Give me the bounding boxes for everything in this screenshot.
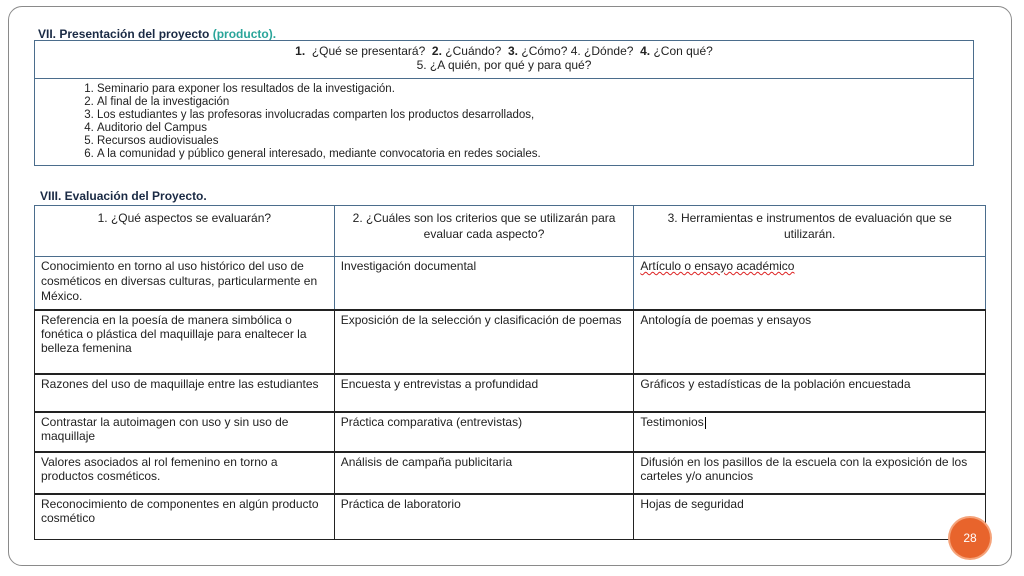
table-cell: Práctica comparativa (entrevistas): [334, 412, 634, 452]
table-cell: Exposición de la selección y clasificación de poemas: [334, 310, 634, 374]
table-row: [35, 452, 986, 494]
table-cell: Investigación documental: [334, 257, 634, 311]
page-number-badge: 28: [950, 518, 990, 558]
presentation-questions: 1. ¿Qué se presentará? 2. ¿Cuándo? 3. ¿Cómo? 4. ¿Dónde? 4. ¿Con qué? 5. ¿A quién, por qué y para qué?: [35, 41, 974, 79]
text-cursor: [705, 417, 706, 429]
presentation-answers: [35, 79, 974, 166]
table-cell: Conocimiento en torno al uso histórico del uso de cosméticos en diversas culturas, particularmente en México.: [35, 257, 335, 311]
table-row: [35, 257, 986, 311]
table-row: [35, 412, 986, 452]
table-cell: Referencia en la poesía de manera simbólica o fonética o plástica del maquillaje para enaltecer la belleza femenina: [35, 310, 335, 374]
presentation-table: [34, 40, 974, 166]
table-cell: Difusión en los pasillos de la escuela con la exposición de los carteles y/o anuncios: [634, 452, 986, 494]
table-cell[interactable]: Testimonios: [634, 412, 986, 452]
table-cell: Encuesta y entrevistas a profundidad: [334, 374, 634, 412]
table-cell: Análisis de campaña publicitaria: [334, 452, 634, 494]
list-item: 1. Seminario para exponer los resultados de la investigación.: [97, 83, 967, 96]
table-cell: Práctica de laboratorio: [334, 494, 634, 540]
table-cell: Gráficos y estadísticas de la población encuestada: [634, 374, 986, 412]
evaluation-table: [34, 205, 986, 540]
table-cell: Valores asociados al rol femenino en torno a productos cosméticos.: [35, 452, 335, 494]
list-item: 3. Los estudiantes y las profesoras involucradas comparten los productos desarrollados,: [97, 109, 967, 122]
list-item: 4. Auditorio del Campus: [97, 122, 967, 135]
column-header: 3. Herramientas e instrumentos de evaluación que se utilizarán.: [634, 206, 986, 257]
list-item: 2. Al final de la investigación: [97, 96, 967, 109]
column-header: 2. ¿Cuáles son los criterios que se utilizarán para evaluar cada aspecto?: [334, 206, 634, 257]
table-cell: Razones del uso de maquillaje entre las estudiantes: [35, 374, 335, 412]
table-cell: Reconocimiento de componentes en algún producto cosmético: [35, 494, 335, 540]
table-cell: Hojas de seguridad: [634, 494, 986, 540]
table-cell: Antología de poemas y ensayos: [634, 310, 986, 374]
table-row: [35, 310, 986, 374]
table-row: [35, 374, 986, 412]
column-header: 1. ¿Qué aspectos se evaluarán?: [35, 206, 335, 257]
list-item: 5. Recursos audiovisuales: [97, 135, 967, 148]
table-cell: Contrastar la autoimagen con uso y sin uso de maquillaje: [35, 412, 335, 452]
list-item: 6. A la comunidad y público general interesado, mediante convocatoria en redes sociales.: [97, 148, 967, 161]
section-7-heading: VII. Presentación del proyecto (producto).: [38, 27, 277, 41]
table-row: [35, 494, 986, 540]
section-7-heading-accent: (producto).: [212, 27, 277, 41]
section-8-heading: VIII. Evaluación del Proyecto.: [40, 189, 207, 203]
table-cell: Artículo o ensayo académico: [634, 257, 986, 311]
